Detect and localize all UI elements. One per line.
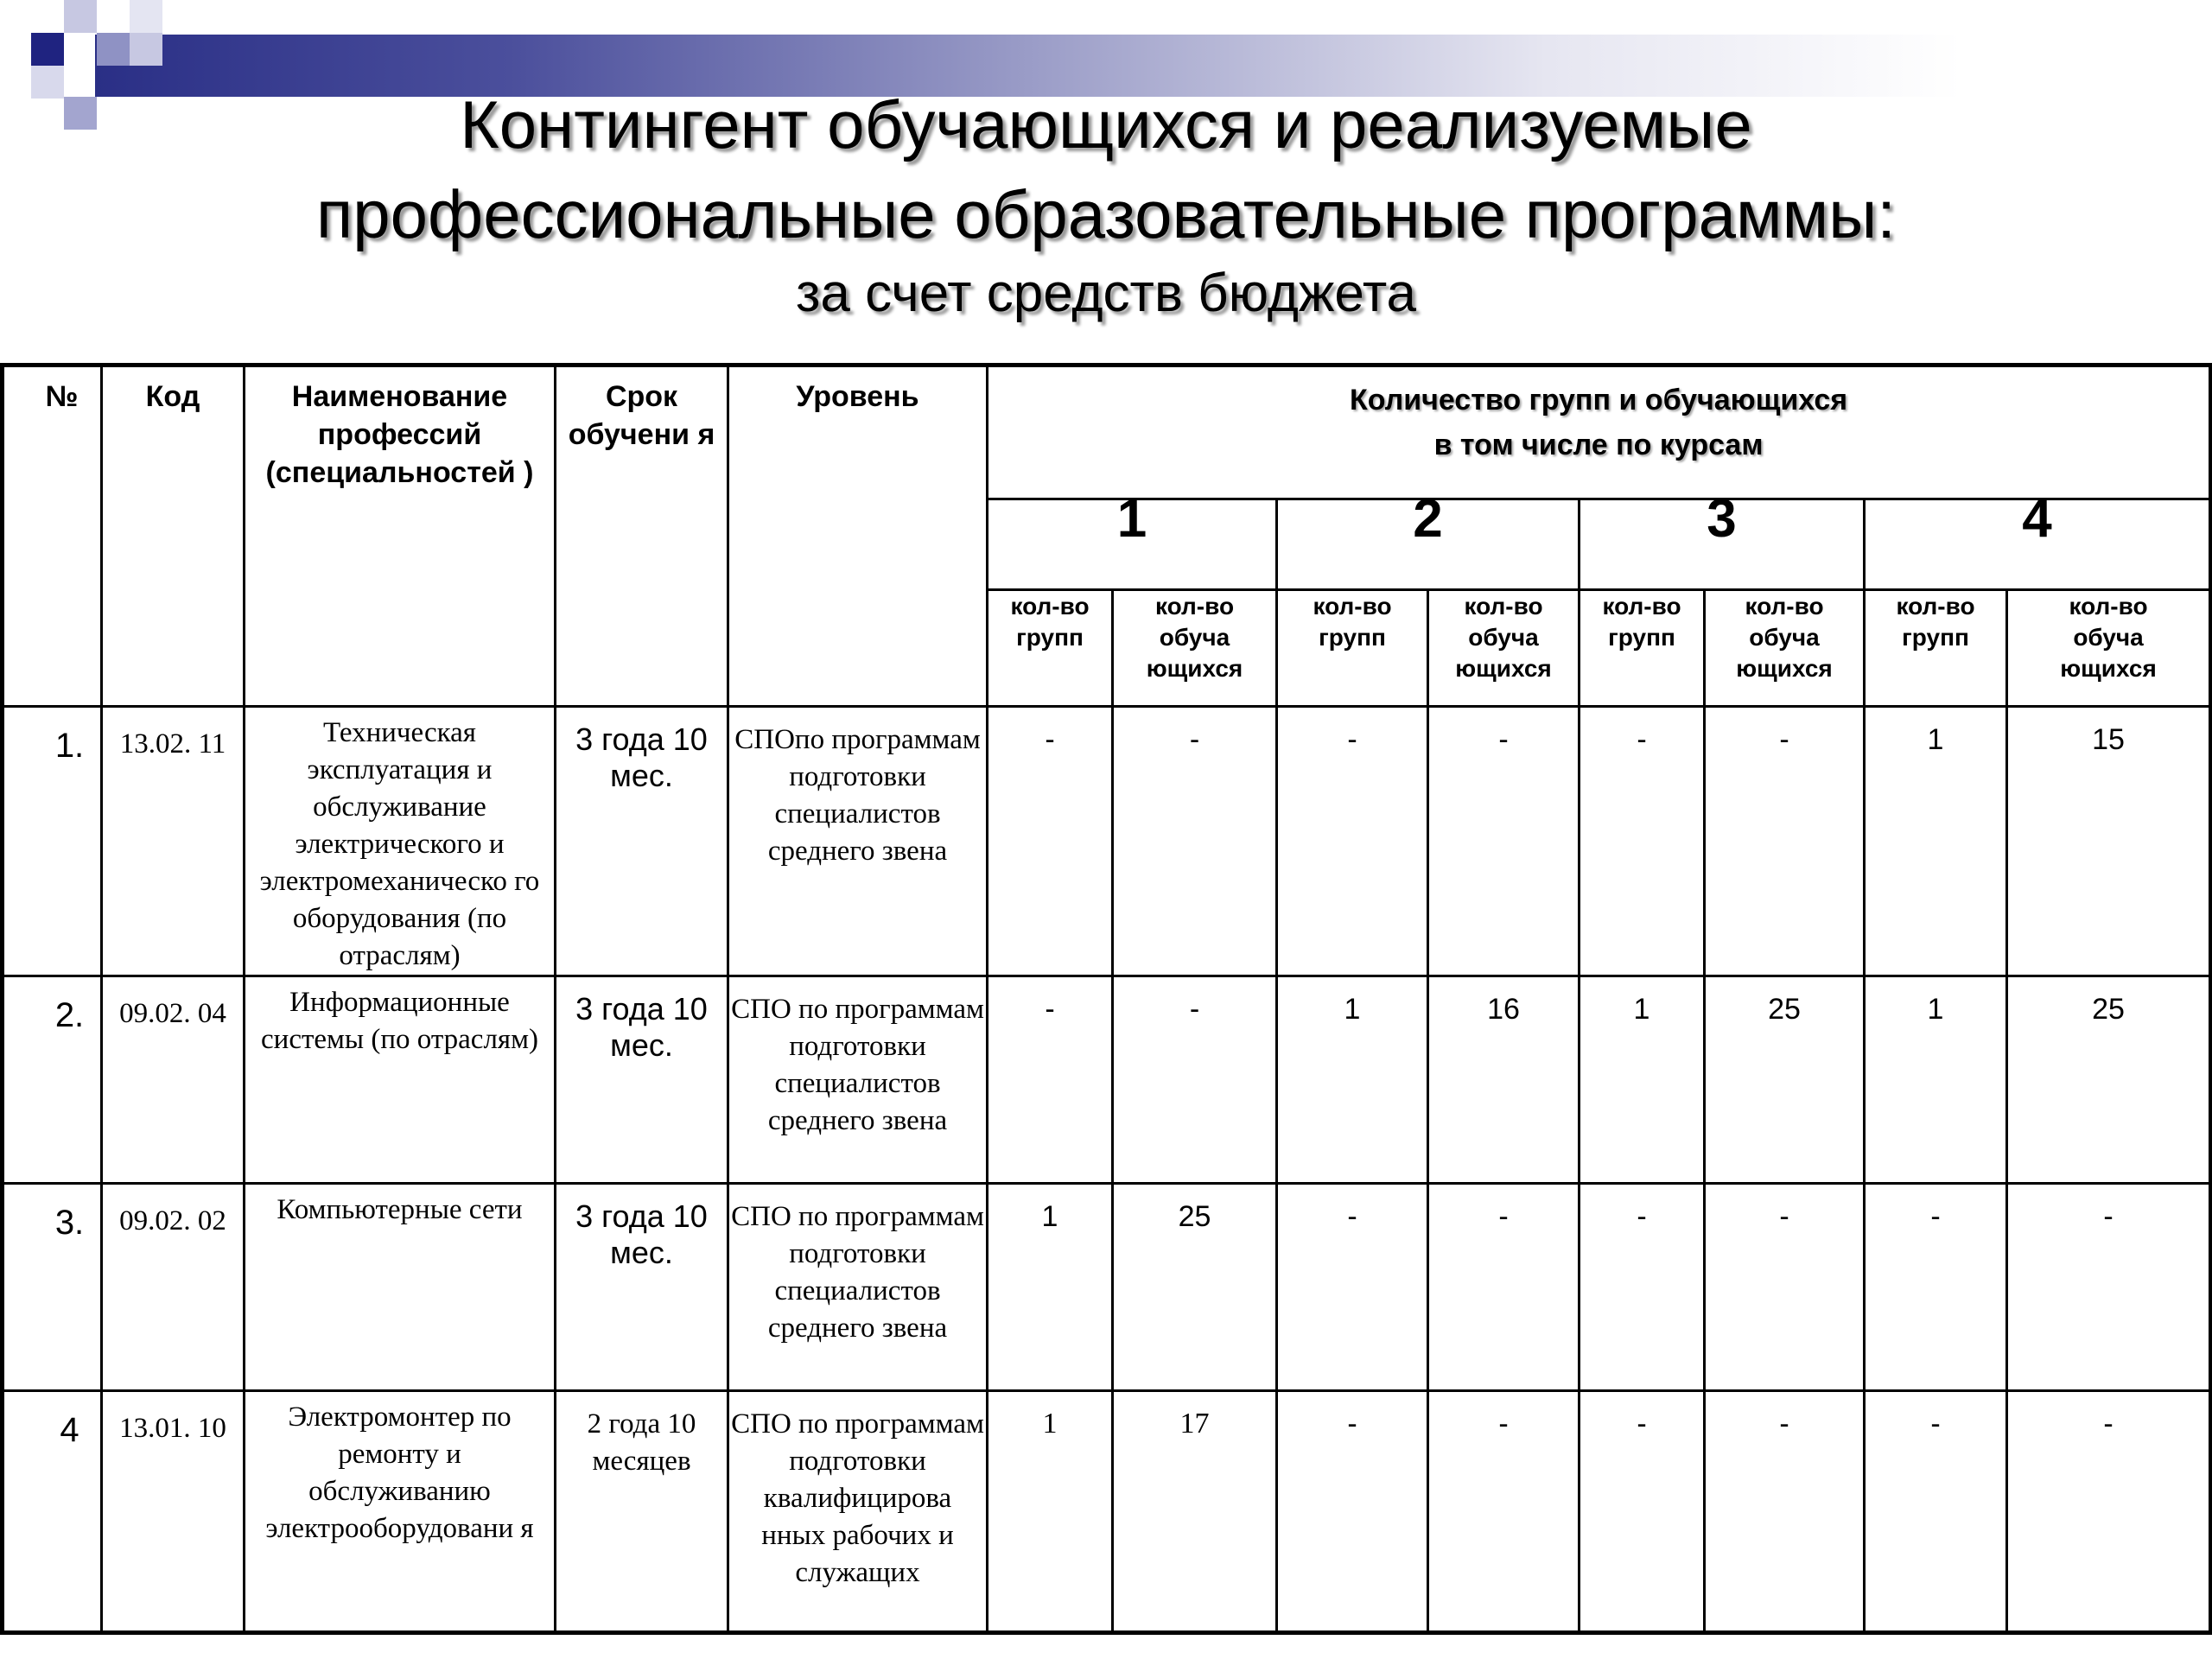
row-level: СПОпо программам подготовки специалистов среднего звена bbox=[728, 707, 988, 976]
row-number: 2. bbox=[3, 976, 102, 1184]
row-term: 3 года 10 мес. bbox=[556, 1184, 728, 1391]
row-value: - bbox=[1277, 707, 1428, 976]
header-quantity-line-1: Количество групп и обучающихся bbox=[1349, 384, 1848, 416]
row-value: - bbox=[1113, 707, 1277, 976]
row-number: 1. bbox=[3, 707, 102, 976]
decor-square bbox=[64, 0, 97, 33]
row-value: - bbox=[1428, 1184, 1580, 1391]
row-code: 13.01. 10 bbox=[102, 1391, 245, 1633]
slide-subtitle: за счет средств бюджета bbox=[795, 264, 1417, 323]
table-row bbox=[3, 976, 2211, 1184]
row-level: СПО по программам подготовки специалистов среднего звена bbox=[728, 1184, 988, 1391]
row-name: Информационные системы (по отраслям) bbox=[245, 976, 556, 1184]
row-number: 3. bbox=[3, 1184, 102, 1391]
title-line-2: профессиональные образовательные программы: bbox=[316, 176, 1896, 252]
title-line-1: Контингент обучающихся и реализуемые bbox=[460, 86, 1752, 162]
row-value: - bbox=[1705, 1391, 1865, 1633]
header-c1-groups: кол-во групп bbox=[988, 590, 1113, 707]
row-value: 25 bbox=[1113, 1184, 1277, 1391]
row-term: 3 года 10 мес. bbox=[556, 707, 728, 976]
row-code: 13.02. 11 bbox=[102, 707, 245, 976]
header-row-1 bbox=[3, 365, 2211, 499]
row-value: - bbox=[1277, 1184, 1428, 1391]
header-name: Наименование профессий (специальностей ) bbox=[245, 365, 556, 707]
header-c4-students: кол-во обуча ющихся bbox=[2007, 590, 2211, 707]
row-name: Компьютерные сети bbox=[245, 1184, 556, 1391]
row-value: - bbox=[1580, 1184, 1705, 1391]
header-code: Код bbox=[102, 365, 245, 707]
decor-square bbox=[97, 33, 130, 66]
row-value: 1 bbox=[1580, 976, 1705, 1184]
table-row bbox=[3, 1391, 2211, 1633]
decor-square bbox=[130, 0, 162, 33]
row-value: - bbox=[1113, 976, 1277, 1184]
row-value: - bbox=[988, 707, 1113, 976]
header-course-1: 1 bbox=[988, 499, 1277, 590]
row-value: 17 bbox=[1113, 1391, 1277, 1633]
row-level: СПО по программам подготовки специалистов среднего звена bbox=[728, 976, 988, 1184]
header-term: Срок обучени я bbox=[556, 365, 728, 707]
header-no: № bbox=[3, 365, 102, 707]
header-quantity bbox=[988, 365, 2211, 499]
header-c3-groups: кол-во групп bbox=[1580, 590, 1705, 707]
decor-square bbox=[130, 33, 162, 66]
header-c2-students: кол-во обуча ющихся bbox=[1428, 590, 1580, 707]
header-c1-students: кол-во обуча ющихся bbox=[1113, 590, 1277, 707]
header-quantity-line-2: в том числе по курсам bbox=[1433, 429, 1764, 461]
row-value: 25 bbox=[1705, 976, 1865, 1184]
header-c3-students: кол-во обуча ющихся bbox=[1705, 590, 1865, 707]
decor-square bbox=[31, 33, 64, 66]
row-name: Техническая эксплуатация и обслуживание электрического и электромеханическо го оборудования (по отраслям) bbox=[245, 707, 556, 976]
row-value: - bbox=[1428, 1391, 1580, 1633]
row-code: 09.02. 04 bbox=[102, 976, 245, 1184]
row-value: - bbox=[1277, 1391, 1428, 1633]
table-row bbox=[3, 707, 2211, 976]
row-value: - bbox=[1865, 1184, 2007, 1391]
row-value: - bbox=[2007, 1184, 2211, 1391]
row-value: 1 bbox=[1865, 976, 2007, 1184]
programs-table bbox=[0, 363, 2212, 1635]
row-value: 1 bbox=[1277, 976, 1428, 1184]
row-level: СПО по программам подготовки квалифицирова нных рабочих и служащих bbox=[728, 1391, 988, 1633]
row-value: 1 bbox=[988, 1391, 1113, 1633]
row-term: 3 года 10 мес. bbox=[556, 976, 728, 1184]
row-value: 16 bbox=[1428, 976, 1580, 1184]
header-course-4: 4 bbox=[1865, 499, 2211, 590]
row-value: 15 bbox=[2007, 707, 2211, 976]
row-term: 2 года 10 месяцев bbox=[556, 1391, 728, 1633]
row-value: - bbox=[1580, 707, 1705, 976]
header-c2-groups: кол-во групп bbox=[1277, 590, 1428, 707]
row-number: 4 bbox=[3, 1391, 102, 1633]
row-code: 09.02. 02 bbox=[102, 1184, 245, 1391]
header-course-2: 2 bbox=[1277, 499, 1580, 590]
slide-title bbox=[0, 79, 2212, 259]
row-value: - bbox=[1580, 1391, 1705, 1633]
row-value: 1 bbox=[1865, 707, 2007, 976]
row-value: - bbox=[988, 976, 1113, 1184]
header-course-3: 3 bbox=[1580, 499, 1865, 590]
row-value: - bbox=[1705, 707, 1865, 976]
row-value: 1 bbox=[988, 1184, 1113, 1391]
row-value: - bbox=[1865, 1391, 2007, 1633]
row-value: - bbox=[2007, 1391, 2211, 1633]
row-value: - bbox=[1705, 1184, 1865, 1391]
header-level: Уровень bbox=[728, 365, 988, 707]
row-value: 25 bbox=[2007, 976, 2211, 1184]
row-value: - bbox=[1428, 707, 1580, 976]
row-name: Электромонтер по ремонту и обслуживанию электрооборудовани я bbox=[245, 1391, 556, 1633]
header-c4-groups: кол-во групп bbox=[1865, 590, 2007, 707]
table-row bbox=[3, 1184, 2211, 1391]
